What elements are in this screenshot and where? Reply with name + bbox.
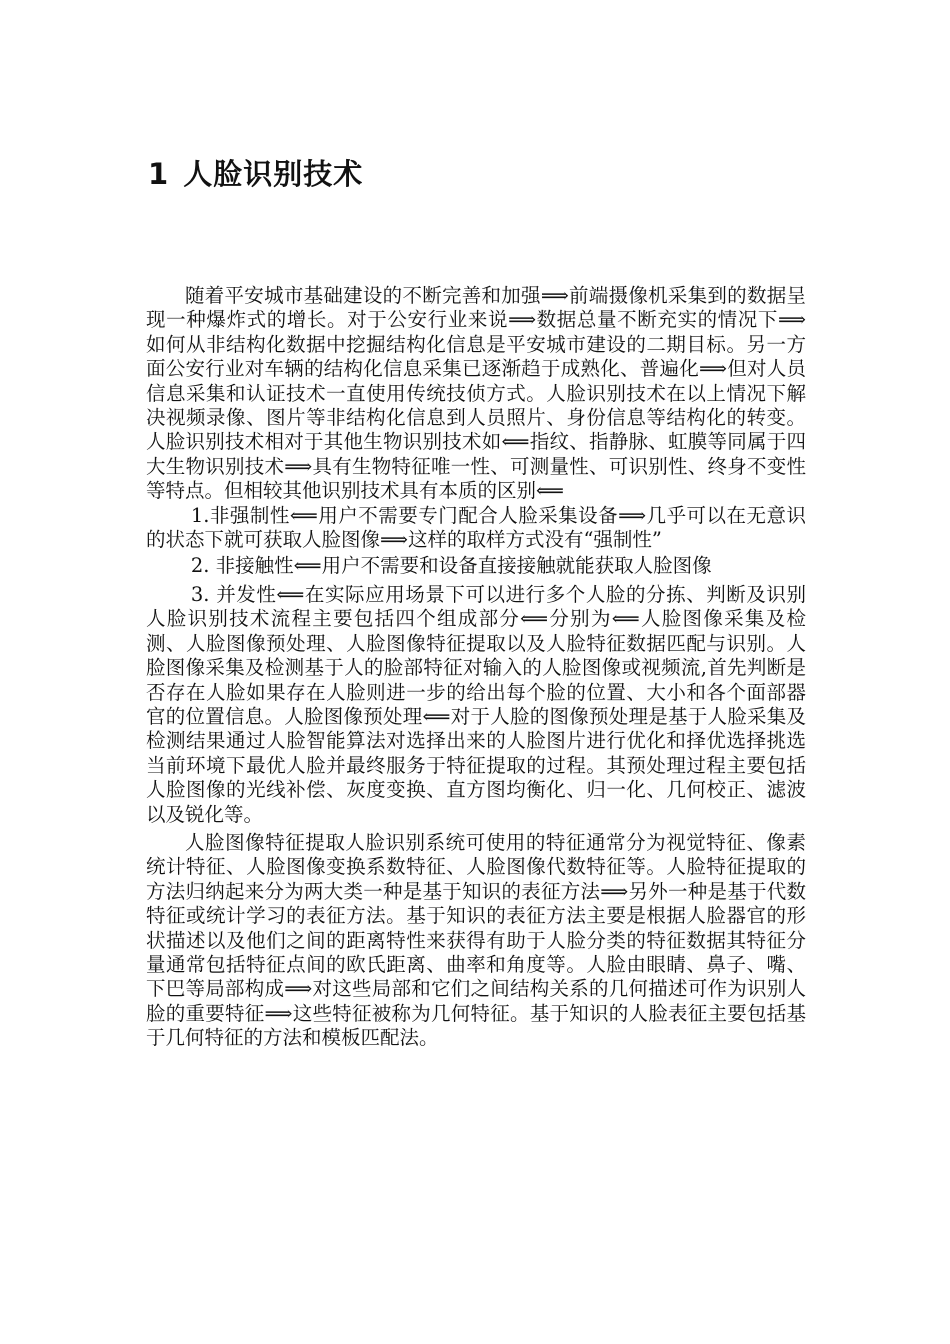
list-item-non-contact: 2. 非接触性⟸用户不需要和设备直接接触就能获取人脸图像 bbox=[190, 554, 712, 578]
paragraph-feature-extraction: 人脸图像特征提取人脸识别系统可使用的特征通常分为视觉特征、像素统计特征、人脸图像变换系数特征、人脸图像代数特征等。人脸特征提取的方法归纳起来分为两大类一种是基于知识的表征方法⟹另外一种是基于代数特征或统计学习的表征方法。基于知识的表征方法主要是根据人脸器官的形状描述以及他们之间的距离特性来获得有助于人脸分类的特征数据其特征分量通常包括特征点间的欧氏距离、曲率和角度等。人脸由眼睛、鼻子、嘴、下巴等局部构成⟹对这些局部和它们之间结构关系的几何描述可作为识别人脸的重要特征⟹这些特征被称为几何特征。基于知识的人脸表征主要包括基于几何特征的方法和模板匹配法。 bbox=[146, 830, 806, 1050]
list-item-concurrency: 3. 并发性⟸在实际应用场景下可以进行多个人脸的分拣、判断及识别人脸识别技术流程主要包括四个组成部分⟸分别为⟸人脸图像采集及检测、人脸图像预处理、人脸图像特征提取以及人脸特征数据匹配与识别。人脸图像采集及检测基于人的脸部特征对输入的人脸图像或视频流,首先判断是否存在人脸如果存在人脸则进一步的给出每个脸的位置、大小和各个面部器官的位置信息。人脸图像预处理⟸对于人脸的图像预处理是基于人脸采集及检测结果通过人脸智能算法对选择出来的人脸图片进行优化和择优选择挑选当前环境下最优人脸并最终服务于特征提取的过程。其预处理过程主要包括人脸图像的光线补偿、灰度变换、直方图均衡化、归一化、几何校正、滤波以及锐化等。 bbox=[146, 582, 806, 826]
body-text bbox=[146, 284, 806, 1051]
paragraph-intro: 随着平安城市基础建设的不断完善和加强⟹前端摄像机采集到的数据呈现一种爆炸式的增长。对于公安行业来说⟹数据总量不断充实的情况下⟹如何从非结构化数据中挖掘结构化信息是平安城市建设的二期目标。另一方面公安行业对车辆的结构化信息采集已逐渐趋于成熟化、普遍化⟹但对人员信息采集和认证技术一直使用传统技侦方式。人脸识别技术在以上情况下解决视频录像、图片等非结构化信息到人员照片、身份信息等结构化的转变。人脸识别技术相对于其他生物识别技术如⟸指纹、指静脉、虹膜等同属于四大生物识别技术⟹具有生物特征唯一性、可测量性、可识别性、终身不变性等特点。但相较其他识别技术具有本质的区别⟸ bbox=[146, 284, 806, 503]
section-title: 人脸识别技术 bbox=[183, 157, 364, 191]
list-item-non-mandatory: 1.非强制性⟸用户不需要专门配合人脸采集设备⟹几乎可以在无意识的状态下就可获取人脸图像⟹这样的取样方式没有“强制性” bbox=[146, 503, 806, 552]
section-number: 1 bbox=[148, 157, 170, 191]
section-heading bbox=[148, 152, 363, 193]
